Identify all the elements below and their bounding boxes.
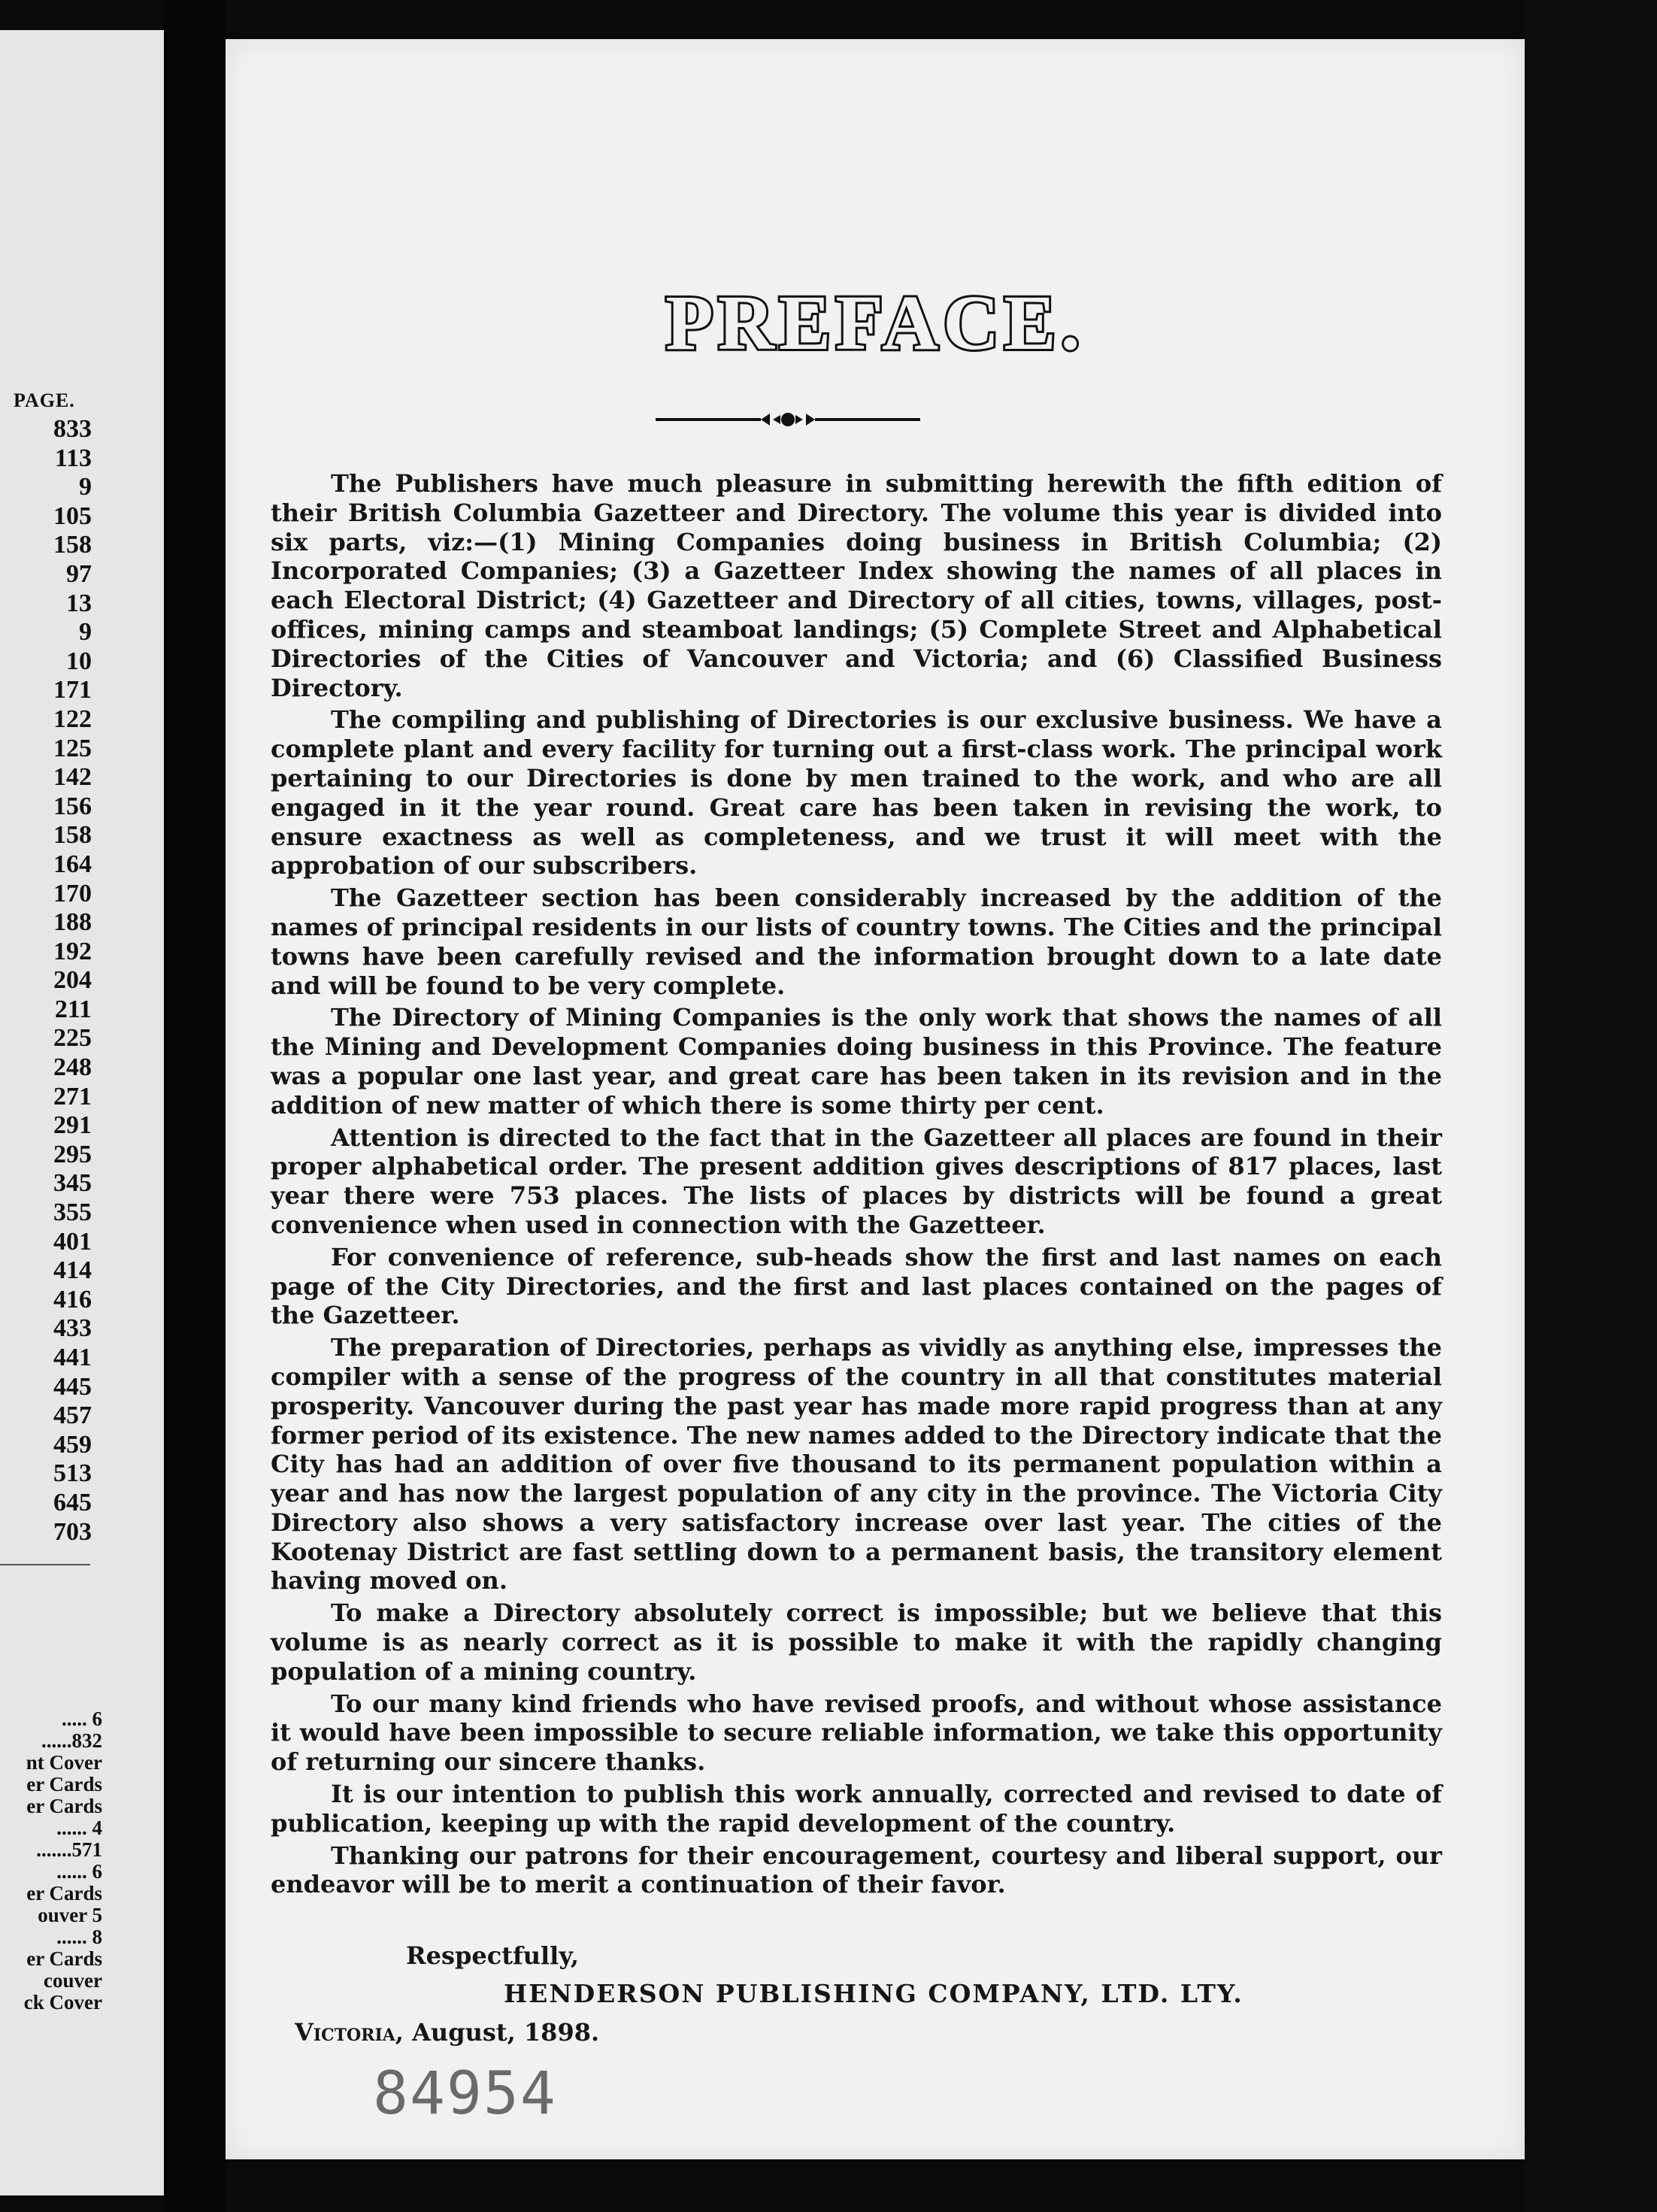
left-page-number: 345	[53, 1169, 92, 1198]
left-page-number: 10	[66, 647, 92, 675]
left-page-number: 9	[79, 618, 92, 647]
left-page-number: 248	[53, 1053, 92, 1082]
left-page-bottom-entry: ck Cover	[23, 1991, 102, 2014]
left-page-number: 513	[53, 1459, 92, 1488]
left-page-number: 645	[53, 1488, 92, 1517]
left-page-bottom-entry: ...... 8	[56, 1926, 102, 1948]
left-page-number: 105	[53, 501, 92, 530]
left-page-number: 158	[53, 821, 92, 850]
left-page-bottom-entries	[0, 1708, 102, 2014]
left-page-number: 703	[53, 1517, 92, 1546]
left-page-bottom-entry: er Cards	[26, 1947, 102, 1970]
left-page-number: 113	[54, 444, 92, 472]
left-page-number: 225	[53, 1024, 92, 1053]
left-page-number: 441	[53, 1344, 92, 1371]
preface-paragraph: The compiling and publishing of Directories is our exclusive business. We have a complete plant and every facility for turning out a first-class work. The principal work pertaining to our Directories is done by men trained to the work, and who are all engaged in it the year round. Great care has been taken in revising the work, to ensure exactness as well as completeness, and we trust it will meet with the approbation of our subscribers.	[271, 705, 1442, 880]
left-page-number: 445	[53, 1372, 92, 1401]
publisher-name: HENDERSON PUBLISHING COMPANY, LTD. LTY.	[504, 1979, 1244, 2008]
left-facing-page	[0, 30, 164, 2195]
left-page-bottom-entry: er Cards	[26, 1882, 102, 1904]
dateline	[295, 2018, 599, 2047]
scan-dark-edge	[1525, 0, 1657, 2212]
stamped-accession-number: 84954	[373, 2060, 557, 2128]
left-page-number: 171	[53, 676, 92, 705]
left-page-bottom-entry: ..... 6	[62, 1707, 102, 1730]
left-page-number: 9	[79, 473, 92, 501]
preface-paragraph: Thanking our patrons for their encouragement, courtesy and liberal support, our endeavor will be to merit a continuation of their favor.	[271, 1841, 1442, 1899]
left-page-number: 164	[53, 850, 92, 878]
left-page-number: 457	[53, 1401, 92, 1430]
dateline-place: Victoria,	[295, 2018, 404, 2047]
left-page-number: 170	[53, 879, 92, 908]
left-page-number: 188	[53, 908, 92, 937]
left-page-number: 211	[54, 995, 92, 1023]
preface-paragraph: The Publishers have much pleasure in submitting herewith the fifth edition of their British Columbia Gazetteer and Directory. The volume this year is divided into six parts, viz:—(1) Mining Companies doing business in British Columbia; (2) Incorporated Companies; (3) a Gazetteer Index showing the names of all places in each Electoral District; (4) Gazetteer and Directory of all cities, towns, villages, post-offices, mining camps and steamboat landings; (5) Complete Street and Alphabetical Directories of the Cities of Vancouver and Victoria; and (6) Classified Business Directory.	[271, 469, 1442, 702]
left-page-bottom-entry: er Cards	[26, 1773, 102, 1795]
left-page-number-column	[53, 415, 92, 1547]
preface-paragraph: The Gazetteer section has been considerably increased by the addition of the names of principal residents in our lists of country towns. The Cities and the principal towns have been carefully revised and the information brought down to a late date and will be found to be very complete.	[271, 883, 1442, 1000]
preface-paragraph: Attention is directed to the fact that in the Gazetteer all places are found in their proper alphabetical order. The present addition gives descriptions of 817 places, last year there were 753 places. The lists of places by districts will be found a great convenience when used in connection with the Gazetteer.	[271, 1123, 1442, 1239]
left-page-number: 401	[53, 1227, 92, 1256]
left-page-number: 833	[53, 415, 92, 443]
left-page-number: 459	[53, 1430, 92, 1459]
left-page-number: 97	[66, 559, 92, 588]
preface-paragraph: The preparation of Directories, perhaps as vividly as anything else, impresses the compiler with a sense of the progress of the country in all that constitutes material prosperity. Vancouver during the past year has made more rapid progress than at any former period of its existence. The new names added to the Directory indicate that the City has had an addition of over five thousand to its permanent population within a year and has now the largest population of any city in the province. The Victoria City Directory also shows a very satisfactory increase over last year. The cities of the Kootenay District are fast settling down to a permanent basis, the transitory element having moved on.	[271, 1333, 1442, 1595]
page-title: PREFACE.	[665, 280, 1085, 366]
left-page-number: 295	[53, 1140, 92, 1168]
left-page-number: 204	[53, 966, 92, 995]
sign-off: Respectfully,	[406, 1941, 579, 1970]
ornament-rule-icon	[656, 406, 920, 433]
left-page-number: 355	[53, 1198, 92, 1227]
left-page-bottom-entry: couver	[44, 1969, 102, 1992]
left-page-number: 122	[53, 705, 92, 733]
preface-paragraph: To make a Directory absolutely correct is impossible; but we believe that this volume is as nearly correct as it is possible to make it with the rapidly changing population of a mining country.	[271, 1598, 1442, 1686]
left-page-bottom-entry: ouver 5	[38, 1904, 102, 1926]
left-page-number: 416	[53, 1285, 92, 1314]
left-page-number: 414	[53, 1256, 92, 1285]
left-page-bottom-entry: er Cards	[26, 1795, 102, 1817]
left-page-number: 13	[66, 589, 92, 617]
left-page-number: 433	[53, 1314, 92, 1343]
preface-body	[271, 469, 1442, 1902]
left-page-number: 158	[53, 531, 92, 559]
left-page-bottom-entry: ...... 4	[56, 1817, 102, 1839]
left-page-number: 142	[53, 763, 92, 792]
preface-paragraph: For convenience of reference, sub-heads show the first and last names on each page of the City Directories, and the first and last places contained on the pages of the Gazetteer.	[271, 1242, 1442, 1330]
left-page-divider	[0, 1564, 90, 1565]
left-page-bottom-entry: ...... 6	[56, 1860, 102, 1883]
left-page-bottom-entry: nt Cover	[26, 1751, 102, 1774]
left-page-number: 156	[53, 792, 92, 820]
left-page-number: 125	[53, 734, 92, 762]
left-page-heading: PAGE.	[14, 389, 75, 411]
book-gutter	[164, 0, 226, 2212]
left-page-bottom-entry: ......832	[41, 1729, 102, 1752]
left-page-bottom-entry: .......571	[36, 1838, 102, 1861]
preface-page	[226, 39, 1525, 2159]
preface-paragraph: To our many kind friends who have revised proofs, and without whose assistance it would have been impossible to secure reliable information, we take this opportunity of returning our sincere thanks.	[271, 1689, 1442, 1777]
preface-paragraph: It is our intention to publish this work annually, corrected and revised to date of publication, keeping up with the rapid development of the country.	[271, 1780, 1442, 1838]
left-page-number: 271	[53, 1082, 92, 1111]
left-page-number: 291	[53, 1111, 92, 1140]
dateline-date: August, 1898.	[412, 2018, 600, 2047]
left-page-number: 192	[53, 937, 92, 965]
preface-paragraph: The Directory of Mining Companies is the only work that shows the names of all the Mining and Development Companies doing business in this Province. The feature was a popular one last year, and great care has been taken in its revision and in the addition of new matter of which there is some thirty per cent.	[271, 1003, 1442, 1120]
